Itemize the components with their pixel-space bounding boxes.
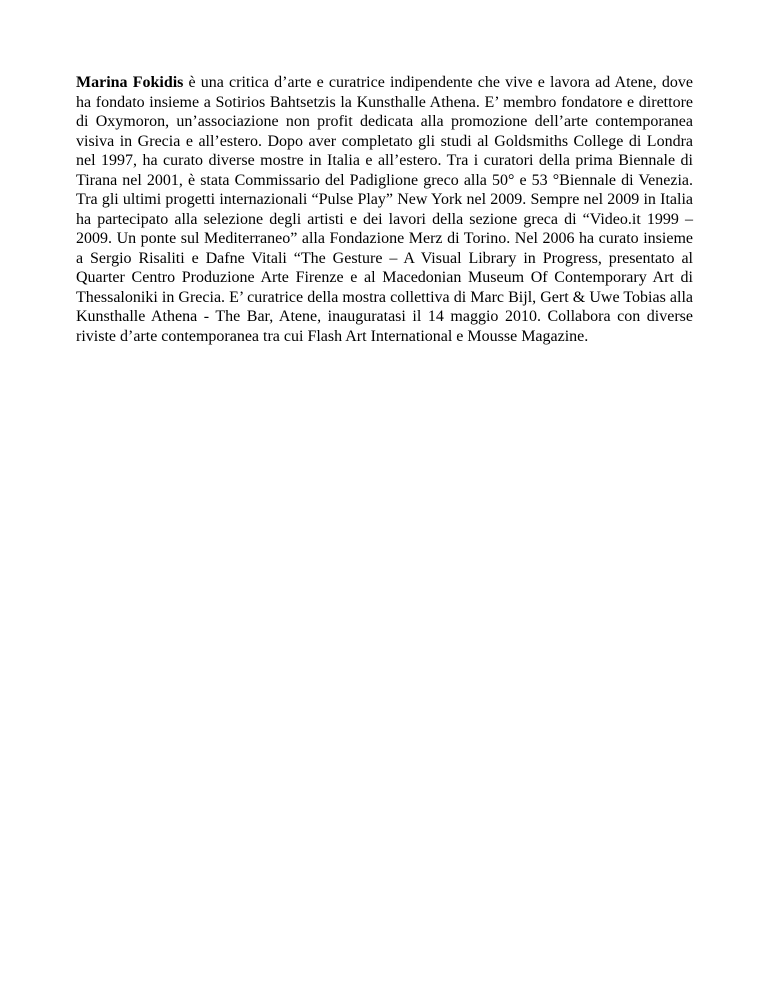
author-name: Marina Fokidis (76, 74, 184, 91)
biography-paragraph (76, 73, 693, 346)
biography-text: è una critica d’arte e curatrice indipendente che vive e lavora ad Atene, dove ha fondato insieme a Sotirios Bahtsetzis la Kunsthalle Athena. E’ membro fondatore e direttore di Oxymoron, un’associazione non profit dedicata alla promozione dell’arte contemporanea visiva in Grecia e all’estero. Dopo aver completato gli studi al Goldsmiths College di Londra nel 1997, ha curato diverse mostre in Italia e all’estero. Tra i curatori della prima Biennale di Tirana nel 2001, è stata Commissario del Padiglione greco alla 50° e 53 °Biennale di Venezia. Tra gli ultimi progetti internazionali “Pulse Play” New York nel 2009. Sempre nel 2009 in Italia ha partecipato alla selezione degli artisti e dei lavori della sezione greca di “Video.it 1999 – 2009. Un ponte sul Mediterraneo” alla Fondazione Merz di Torino. Nel 2006 ha curato insieme a Sergio Risaliti e Dafne Vitali “The Gesture – A Visual Library in Progress, presentato al Quarter Centro Produzione Arte Firenze e al Macedonian Museum Of Contemporary Art di Thessaloniki in Grecia. E’ curatrice della mostra collettiva di Marc Bijl, Gert & Uwe Tobias alla Kunsthalle Athena - The Bar, Atene, inauguratasi il 14 maggio 2010. Collabora con diverse riviste d’arte contemporanea tra cui Flash Art International e Mousse Magazine. (76, 74, 693, 345)
